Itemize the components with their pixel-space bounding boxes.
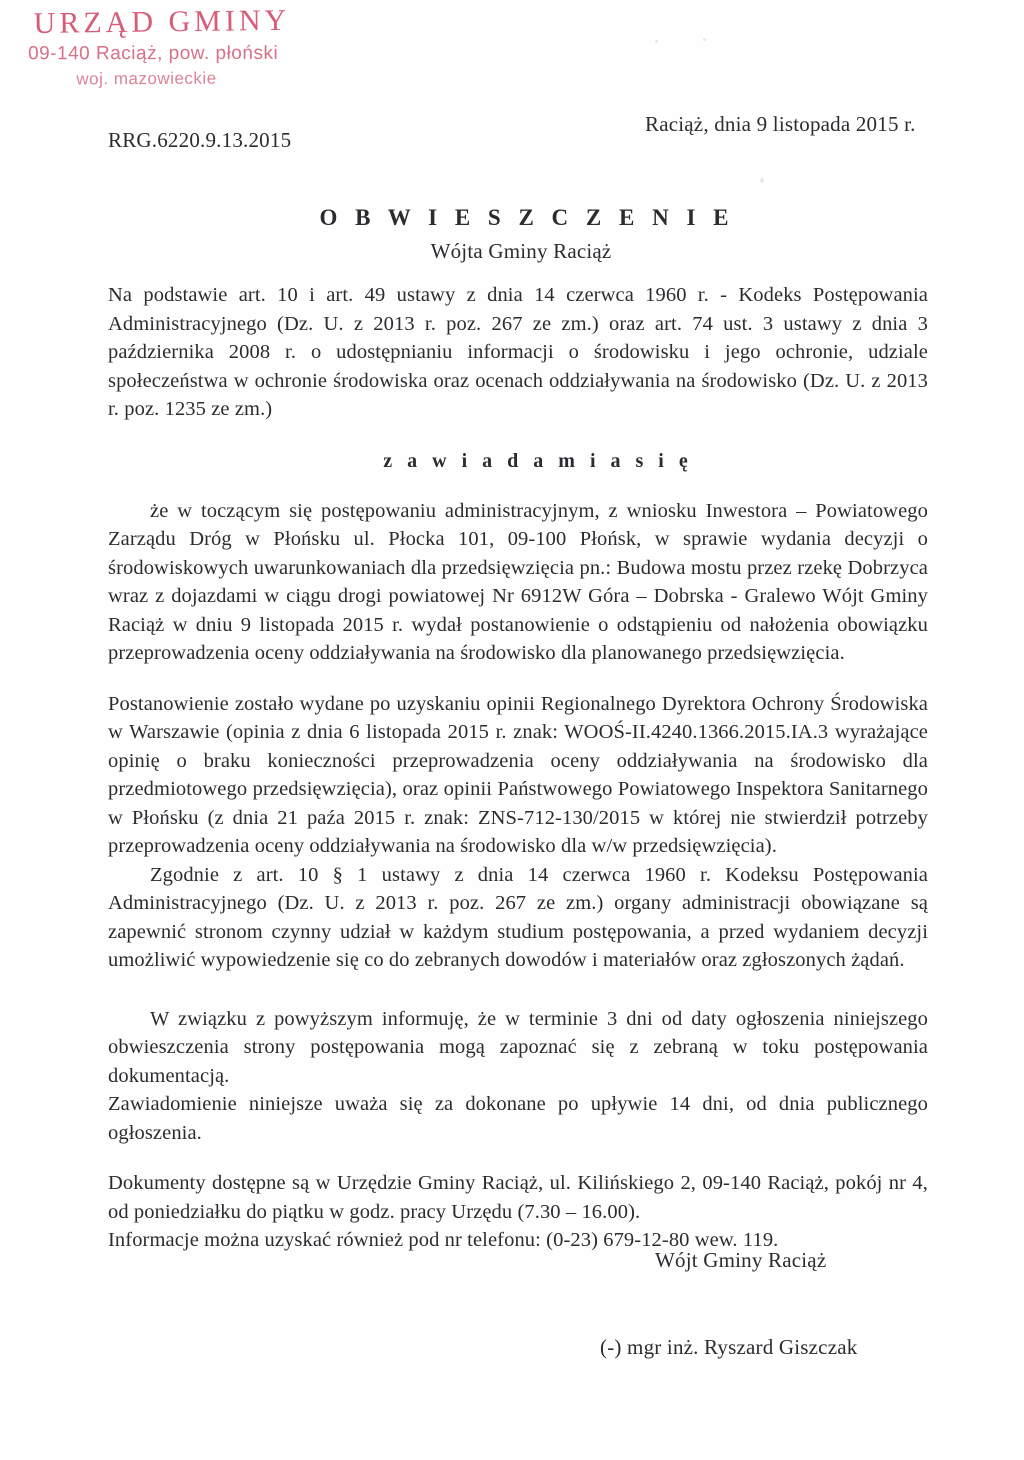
signature-block xyxy=(600,1248,1000,1360)
page-title: O B W I E S Z C Z E N I E xyxy=(319,205,735,230)
scan-speck xyxy=(703,38,706,41)
title-block xyxy=(0,205,1024,264)
paragraph-documents-location: Dokumenty dostępne są w Urzędzie Gminy Raciąż, ul. Kilińskiego 2, 09-140 Raciąż, pokój nr 4, od poniedziałku do piątku w godz. pracy Urzędu (7.30 – 16.00). xyxy=(108,1172,928,1223)
scan-speck xyxy=(760,178,764,183)
stamp-authority-name: URZĄD GMINY xyxy=(33,3,291,40)
office-stamp xyxy=(28,4,359,92)
paragraph-contact: Informacje można uzyskać również pod nr telefonu: (0-23) 679-12-80 wew. 119. xyxy=(108,1229,779,1251)
document-body xyxy=(108,281,928,1255)
reference-number: RRG.6220.9.13.2015 xyxy=(108,128,292,152)
stamp-voivodeship-line: woj. mazowieckie xyxy=(76,68,217,89)
place-and-date: Raciąż, dnia 9 listopada 2015 r. xyxy=(645,112,916,136)
signature-office: Wójt Gminy Raciąż xyxy=(655,1248,827,1272)
notify-heading: z a w i a d a m i a s i ę xyxy=(383,449,693,472)
page-subtitle: Wójta Gminy Raciąż xyxy=(430,239,612,263)
paragraph-deemed-served: Zawiadomienie niniejsze uważa się za dokonane po upływie 14 dni, od dnia publicznego ogłoszenia. xyxy=(108,1093,928,1144)
paragraph-legal-basis: Na podstawie art. 10 i art. 49 ustawy z dnia 14 czerwca 1960 r. - Kodeks Postępowania Administracyjnego (Dz. U. z 2013 r. poz. 267 ze zm.) oraz art. 74 ust. 3 ustawy z dnia 3 października 2008 r. o udostępnianiu informacji o środowisku i jego ochronie, udziale społeczeństwa w ochronie środowiska oraz ocenach oddziaływania na środowisko (Dz. U. z 2013 r. poz. 1235 ze zm.) xyxy=(108,284,928,420)
stamp-address-line: 09-140 Raciąż, pow. płoński xyxy=(28,42,279,64)
paragraph-main-notice: że w toczącym się postępowaniu administracyjnym, z wniosku Inwestora – Powiatowego Zarządu Dróg w Płońsku ul. Płocka 101, 09-100 Płońsk, w sprawie wydania decyzji o środowiskowych uwarunkowaniach dla przedsięwzięcia pn.: Budowa mostu przez rzekę Dobrzyca wraz z dojazdami w ciągu drogi powiatowej Nr 6912W Góra – Dobrska - Gralewo Wójt Gminy Raciąż w dniu 9 listopada 2015 r. wydał postanowienie o odstąpieniu od nałożenia obowiązku przeprowadzenia oceny oddziaływania na środowisko dla planowanego przedsięwzięcia. xyxy=(108,499,928,664)
paragraph-article-10: Zgodnie z art. 10 § 1 ustawy z dnia 14 czerwca 1960 r. Kodeksu Postępowania Administracyjnego (Dz. U. z 2013 r. poz. 267 ze zm.) organy administracji obowiązane są zapewnić stronom czynny udział w każdym studium postępowania, a przed wydaniem decyzji umożliwić wypowiedzenie się co do zebranych dowodów i materiałów oraz zgłoszonych żądań. xyxy=(108,863,928,971)
paragraph-deadline: W związku z powyższym informuję, że w terminie 3 dni od daty ogłoszenia niniejszego obwieszczenia strony postępowania mogą zapoznać się z zebraną w toku postępowania dokumentacją. xyxy=(108,1007,928,1087)
scan-speck xyxy=(655,40,658,43)
signature-person: (-) mgr inż. Ryszard Giszczak xyxy=(600,1335,858,1359)
paragraph-opinions: Postanowienie zostało wydane po uzyskaniu opinii Regionalnego Dyrektora Ochrony Środowiska w Warszawie (opinia z dnia 6 listopada 2015 r. znak: WOOŚ-II.4240.1366.2015.IA.3 wyrażające opinię o braku konieczności przeprowadzenia oceny oddziaływania na środowisko dla przedmiotowego przedsięwzięcia), oraz opinii Państwowego Powiatowego Inspektora Sanitarnego w Płońsku (z dnia 21 paźa 2015 r. znak: ZNS-712-130/2015 w której nie stwierdził potrzeby przeprowadzenia oceny oddziaływania na środowisko dla w/w przedsięwzięcia). xyxy=(108,692,928,857)
